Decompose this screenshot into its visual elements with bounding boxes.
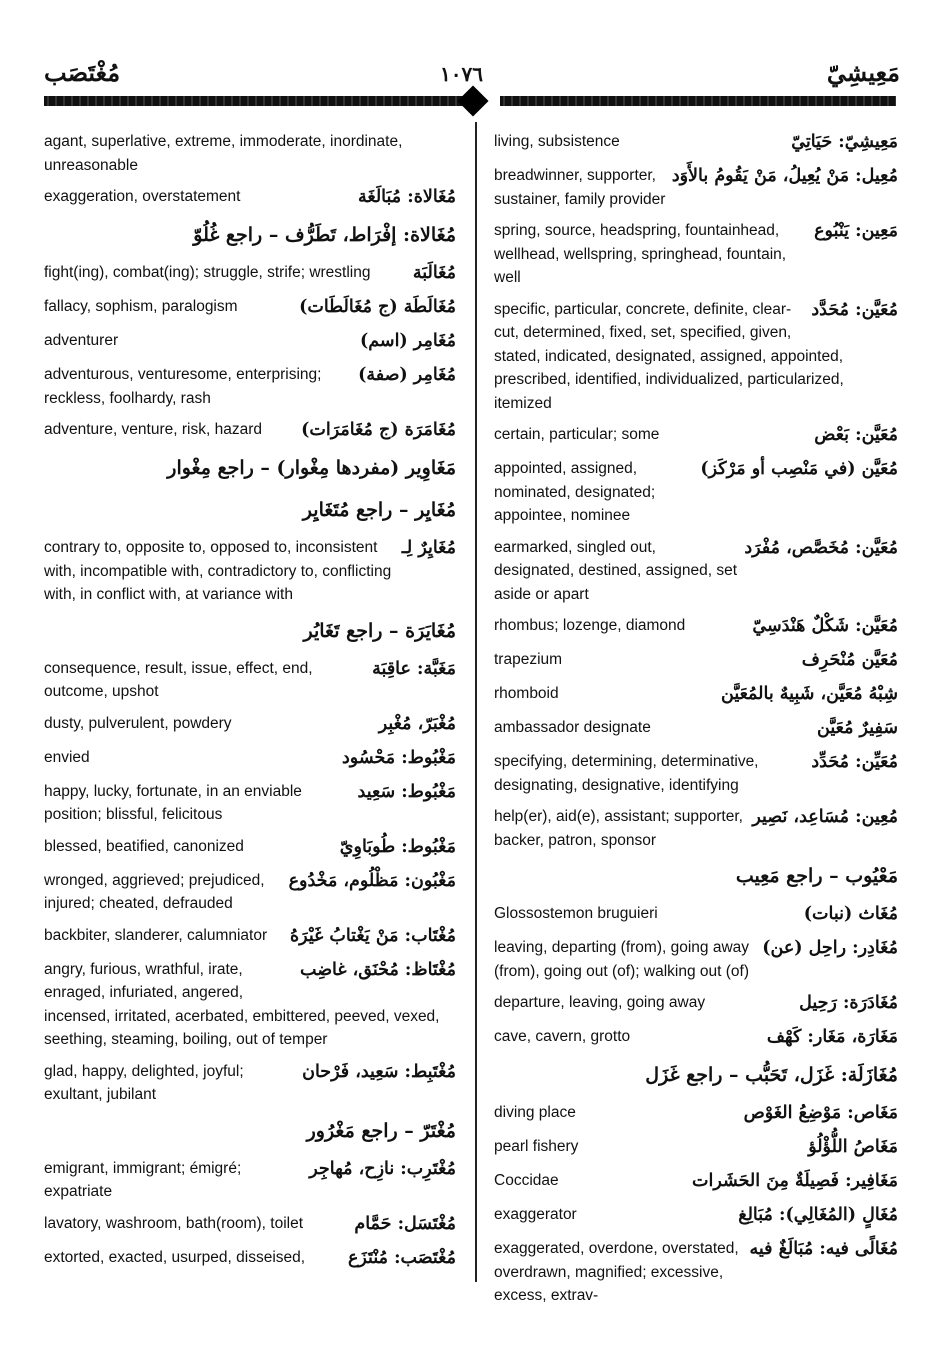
right-column xyxy=(494,130,898,1316)
arabic-headword: مُغَالٍ (المُغَالِي): مُبَالِغ xyxy=(738,1205,898,1225)
arabic-headword: مَغَارَة، مَغَار: كَهْف xyxy=(766,1027,898,1047)
arabic-headword: مُغَاث (نبات) xyxy=(803,904,898,924)
dictionary-entry xyxy=(44,130,456,177)
page-header xyxy=(0,0,944,120)
english-definition: exaggerator xyxy=(494,1206,577,1223)
arabic-headword: مُعِيل: مَنْ يُعِيلُ، مَنْ يَقُومُ بالأَوَد xyxy=(671,166,898,186)
dictionary-entry xyxy=(494,1025,898,1051)
dictionary-entry xyxy=(44,657,456,704)
page-number: ١٠٧٦ xyxy=(440,62,483,86)
arabic-headword: مُغَايِر – راجع مُتَغَايِر xyxy=(302,499,456,521)
dictionary-entry xyxy=(44,1212,456,1238)
arabic-headword: مُغْتَصَب: مُنْتَزَع xyxy=(347,1247,456,1268)
english-definition: Coccidae xyxy=(494,1172,559,1189)
english-definition: rhombus; lozenge, diamond xyxy=(494,617,686,634)
english-definition: blessed, beatified, canonized xyxy=(44,837,244,855)
english-definition: consequence, result, issue, effect, end, outcome, upshot xyxy=(44,659,313,700)
dictionary-entry xyxy=(44,452,456,486)
arabic-headword: مُغَايَرَة – راجع تَغَايُر xyxy=(303,619,456,642)
arabic-headword: مَعْيُوب – راجع مَعِيب xyxy=(735,865,898,887)
arabic-headword: مَغَاوِير (مفردها مِغْوار) – راجع مِغْوار xyxy=(167,457,456,479)
arabic-headword: مَغَاص: مَوْضِعُ الغَوْص xyxy=(743,1103,898,1123)
arabic-headword: مُغَامِر (صفة) xyxy=(358,365,456,385)
dictionary-entry xyxy=(494,1059,898,1093)
arabic-headword: مُغْبَرّ، مُغْبِر xyxy=(378,713,456,734)
arabic-headword: مُغْتَسَل: حَمَّام xyxy=(354,1213,456,1234)
english-definition: breadwinner, supporter, sustainer, family provider xyxy=(494,167,666,208)
dictionary-entry xyxy=(494,1203,898,1229)
english-definition: spring, source, headspring, fountainhead, wellhead, wellspring, springhead, fountain, well xyxy=(494,222,787,286)
arabic-headword: مُغَازَلَة: غَزَل، تَحَبُّب – راجع غَزَل xyxy=(645,1064,898,1086)
arabic-headword: مُعَيَّن: شَكْلٌ هَنْدَسِيّ xyxy=(752,616,898,636)
header-rule-right xyxy=(500,96,896,106)
english-definition: envied xyxy=(44,748,90,766)
dictionary-entry xyxy=(494,614,898,640)
arabic-headword: مُعَيَّن (في مَنْصِب أو مَرْكَز) xyxy=(700,459,898,479)
dictionary-entry xyxy=(494,648,898,674)
arabic-headword: مُغَامَرَة (ج مُغَامَرَات) xyxy=(301,420,456,440)
arabic-headword: مُعَيَّن مُنْحَرِف xyxy=(801,650,898,670)
arabic-headword: مُغَالَطَة (ج مُغَالَطَات) xyxy=(299,297,456,317)
dictionary-entry xyxy=(44,418,456,444)
dictionary-entry xyxy=(494,423,898,449)
arabic-headword: مَعِين: يَنْبُوع xyxy=(814,221,898,241)
arabic-headword: مَغَبَّة: عاقِبَة xyxy=(372,658,456,679)
english-definition: adventure, venture, risk, hazard xyxy=(44,421,262,438)
dictionary-entry xyxy=(44,261,456,287)
dictionary-entry xyxy=(44,329,456,355)
arabic-headword: مُغْتَبِط: سَعِيد، فَرْحان xyxy=(302,1061,456,1082)
dictionary-entry xyxy=(44,363,456,410)
arabic-headword: مُعِين: مُسَاعِد، نَصِير xyxy=(752,807,898,827)
arabic-headword: مَغَافِير: فَصِيلَةٌ مِنَ الحَشَرات xyxy=(692,1171,898,1191)
arabic-headword: مُغْتَاظ: مُحْنَق، غاضِب xyxy=(300,959,456,980)
arabic-headword: مَغْبُوط: مَحْسُود xyxy=(342,747,456,768)
arabic-headword: مُعَيِّن: مُحَدِّد xyxy=(811,752,898,772)
dictionary-entry xyxy=(44,712,456,738)
english-definition: adventurer xyxy=(44,332,119,349)
english-definition: specifying, determining, determinative, designating, designative, identifying xyxy=(494,753,759,794)
english-definition: extorted, exacted, usurped, disseised, xyxy=(44,1248,306,1266)
arabic-headword: مَغْبُوط: طُوبَاوِيّ xyxy=(339,836,456,857)
arabic-headword: مُعَيَّن: بَعْض xyxy=(814,425,898,445)
english-definition: departure, leaving, going away xyxy=(494,994,706,1011)
english-definition: appointed, assigned, nominated, designated; appointee, nominee xyxy=(494,460,656,524)
arabic-headword: مُغَالاة: مُبَالَغَة xyxy=(358,187,456,207)
dictionary-entry xyxy=(44,494,456,528)
dictionary-entry xyxy=(44,1246,456,1272)
arabic-headword: سَفِيرٌ مُعَيَّن xyxy=(817,718,898,738)
english-definition: certain, particular; some xyxy=(494,426,660,443)
arabic-headword: مَغْبُوط: سَعِيد xyxy=(357,781,456,802)
arabic-headword: مُغْتَاب: مَنْ يَغْتابُ غَيْرَهُ xyxy=(290,925,456,946)
dictionary-entry xyxy=(44,615,456,649)
arabic-headword: مُغَايِرٌ لِـ xyxy=(401,538,456,558)
dictionary-entry xyxy=(494,219,898,290)
dictionary-entry xyxy=(494,902,898,928)
arabic-headword: مُغْتَرِب: نازِح، مُهاجِر xyxy=(309,1158,456,1179)
english-definition: cave, cavern, grotto xyxy=(494,1028,631,1045)
english-definition: trapezium xyxy=(494,651,563,668)
english-definition: Glossostemon bruguieri xyxy=(494,905,658,922)
dictionary-entry xyxy=(44,869,456,916)
english-definition: exaggerated, overdone, overstated, overdrawn, magnified; excessive, excess, extrav- xyxy=(494,1240,739,1304)
english-definition: emigrant, immigrant; émigré; expatriate xyxy=(44,1159,242,1200)
diamond-ornament-icon xyxy=(457,85,488,116)
english-definition: happy, lucky, fortunate, in an enviable position; blissful, felicitous xyxy=(44,782,302,823)
arabic-headword: مُعَيَّن: مُخَصَّص، مُفْرَد xyxy=(744,537,898,558)
english-definition: earmarked, singled out, designated, destined, assigned, set aside or apart xyxy=(494,538,738,603)
arabic-headword: مَغْبُون: مَظْلُوم، مَخْدُوع xyxy=(288,870,456,891)
english-definition: wronged, aggrieved; prejudiced, injured; cheated, defrauded xyxy=(44,871,265,912)
english-definition: leaving, departing (from), going away (from), going out (of); walking out (of) xyxy=(494,939,750,980)
english-definition: living, subsistence xyxy=(494,133,620,150)
dictionary-entry xyxy=(494,860,898,894)
arabic-headword: مُغَامِر (اسم) xyxy=(359,331,456,351)
dictionary-entry xyxy=(44,295,456,321)
dictionary-entry xyxy=(494,457,898,528)
dictionary-entry xyxy=(494,716,898,742)
dictionary-entry xyxy=(494,536,898,607)
english-definition: dusty, pulverulent, powdery xyxy=(44,714,232,732)
english-definition: fight(ing), combat(ing); struggle, strife; wrestling xyxy=(44,264,371,281)
arabic-headword: مُغَادَرَة: رَحِيل xyxy=(799,993,898,1013)
right-running-headword: مَعِيشِيّ xyxy=(826,58,900,87)
english-definition: specific, particular, concrete, definite, clear-cut, determined, fixed, set, specified, given, stated, indicated, designated, assigned, appointed, prescribed, identified, individualized, particularized, itemized xyxy=(494,300,844,412)
arabic-headword: مُغَالًى فيه: مُبَالَغٌ فيه xyxy=(749,1239,898,1259)
arabic-headword: مُغَالاة: إفْرَاط، تَطَرُّف – راجع غُلُوّ xyxy=(193,224,456,246)
dictionary-entry xyxy=(44,924,456,950)
dictionary-entry xyxy=(44,185,456,211)
english-definition: adventurous, venturesome, enterprising; reckless, foolhardy, rash xyxy=(44,366,322,407)
dictionary-entry xyxy=(44,1060,456,1107)
dictionary-entry xyxy=(494,936,898,983)
dictionary-entry xyxy=(44,780,456,827)
header-rule-left xyxy=(44,96,464,106)
column-divider xyxy=(475,122,477,1282)
left-running-headword: مُغْتَصَب xyxy=(44,58,121,87)
dictionary-entry xyxy=(44,1115,456,1149)
english-definition: fallacy, sophism, paralogism xyxy=(44,298,238,315)
english-definition: ambassador designate xyxy=(494,719,651,736)
dictionary-entry xyxy=(44,958,456,1052)
dictionary-entry xyxy=(494,682,898,708)
english-definition: diving place xyxy=(494,1104,576,1121)
english-definition: help(er), aid(e), assistant; supporter, backer, patron, sponsor xyxy=(494,808,743,849)
dictionary-entry xyxy=(44,536,456,607)
arabic-headword: شِبْهُ مُعَيَّن، شَبِيهٌ بالمُعَيَّن xyxy=(721,684,898,704)
english-definition: lavatory, washroom, bath(room), toilet xyxy=(44,1214,304,1232)
dictionary-entry xyxy=(44,746,456,772)
dictionary-entry xyxy=(494,130,898,156)
dictionary-entry xyxy=(494,805,898,852)
arabic-headword: مُعَيَّن: مُحَدَّد xyxy=(811,299,898,320)
english-definition: agant, superlative, extreme, immoderate, inordinate, unreasonable xyxy=(44,133,403,174)
english-definition: rhomboid xyxy=(494,685,559,702)
dictionary-entry xyxy=(494,164,898,211)
dictionary-entry xyxy=(494,1135,898,1161)
dictionary-entry xyxy=(44,219,456,253)
english-definition: angry, furious, wrathful, irate, enraged, infuriated, angered, incensed, irritated, acerbated, embittered, peeved, vexed, seething, steaming, boiling, out of temper xyxy=(44,960,440,1048)
dictionary-entry xyxy=(44,1157,456,1204)
dictionary-entry xyxy=(494,298,898,416)
dictionary-entry xyxy=(494,750,898,797)
english-definition: exaggeration, overstatement xyxy=(44,188,241,205)
arabic-headword: مُغَادِر: راحِل (عن) xyxy=(762,938,898,958)
dictionary-entry xyxy=(494,1101,898,1127)
dictionary-entry xyxy=(494,1237,898,1308)
arabic-headword: مَغَاصُ اللُّؤْلُؤ xyxy=(808,1137,898,1157)
arabic-headword: مَعِيشِيّ: حَيَاتِيّ xyxy=(791,132,898,152)
dictionary-entry xyxy=(44,835,456,861)
dictionary-entry xyxy=(494,991,898,1017)
arabic-headword: مُغْتَرّ – راجع مَغْرُور xyxy=(306,1119,456,1142)
left-column xyxy=(44,130,456,1280)
english-definition: backbiter, slanderer, calumniator xyxy=(44,926,268,944)
english-definition: contrary to, opposite to, opposed to, inconsistent with, incompatible with, contradictory to, conflicting with, in conflict with, at variance with xyxy=(44,539,392,603)
english-definition: glad, happy, delighted, joyful; exultant, jubilant xyxy=(44,1062,244,1103)
dictionary-entry xyxy=(494,1169,898,1195)
english-definition: pearl fishery xyxy=(494,1138,579,1155)
arabic-headword: مُغَالَبَة xyxy=(412,263,456,283)
